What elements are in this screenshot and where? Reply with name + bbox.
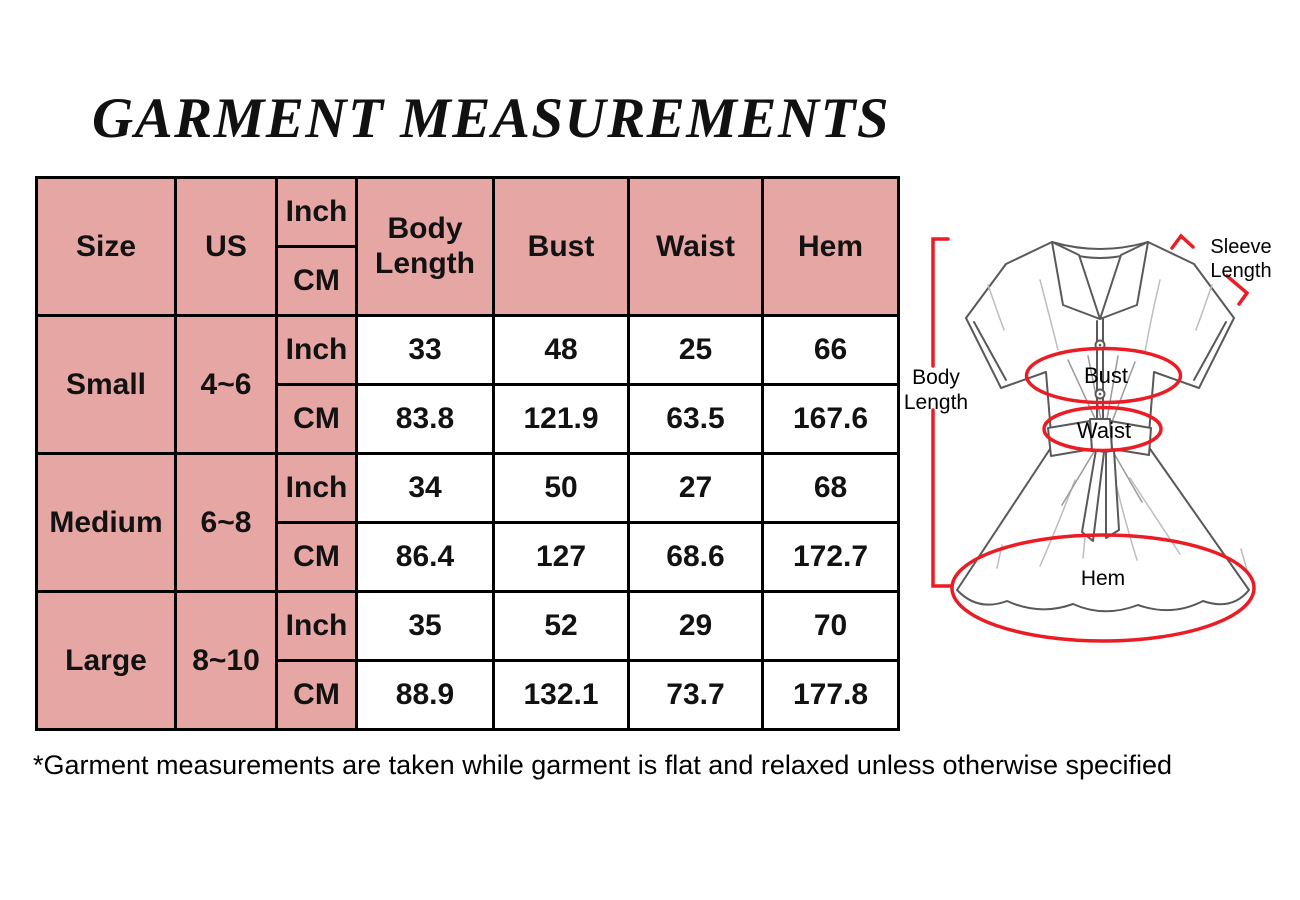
measurement-value: 35	[357, 592, 494, 661]
unit-label: CM	[277, 523, 357, 592]
measurement-value: 167.6	[763, 385, 899, 454]
size-label-small: Small	[37, 316, 176, 454]
unit-label: Inch	[277, 592, 357, 661]
sleeve-length-label: Sleeve Length	[1210, 236, 1272, 282]
measurement-value: 73.7	[629, 661, 763, 730]
page-title: GARMENT MEASUREMENTS	[92, 87, 891, 150]
unit-label: CM	[277, 385, 357, 454]
measurement-value: 63.5	[629, 385, 763, 454]
unit-label: Inch	[277, 316, 357, 385]
measurement-value: 88.9	[357, 661, 494, 730]
measurement-value: 132.1	[494, 661, 629, 730]
header-us: US	[176, 178, 277, 316]
measurement-value: 86.4	[357, 523, 494, 592]
header-waist: Waist	[629, 178, 763, 316]
measurement-value: 70	[763, 592, 899, 661]
header-body-length-text: Body Length	[375, 212, 475, 280]
footnote: *Garment measurements are taken while garment is flat and relaxed unless otherwise specified	[33, 750, 1173, 780]
us-label-small: 4~6	[176, 316, 277, 454]
measurement-value: 52	[494, 592, 629, 661]
size-label-medium: Medium	[37, 454, 176, 592]
measurement-value: 66	[763, 316, 899, 385]
unit-label: Inch	[277, 454, 357, 523]
header-bust: Bust	[494, 178, 629, 316]
measurement-value: 121.9	[494, 385, 629, 454]
size-chart-table	[35, 176, 900, 731]
size-label-large: Large	[37, 592, 176, 730]
measurement-value: 127	[494, 523, 629, 592]
header-hem: Hem	[763, 178, 899, 316]
measurement-value: 68.6	[629, 523, 763, 592]
waist-label: Waist	[1076, 418, 1132, 443]
measurement-value: 25	[629, 316, 763, 385]
measurement-value: 48	[494, 316, 629, 385]
us-label-medium: 6~8	[176, 454, 277, 592]
header-size: Size	[37, 178, 176, 316]
header-unit-cm: CM	[277, 247, 357, 316]
measurement-value: 33	[357, 316, 494, 385]
measurement-value: 68	[763, 454, 899, 523]
measurement-value: 29	[629, 592, 763, 661]
measurement-value: 172.7	[763, 523, 899, 592]
measurement-value: 50	[494, 454, 629, 523]
body-length-label: Body Length	[903, 366, 969, 414]
dress-measurement-diagram	[895, 200, 1300, 680]
unit-label: CM	[277, 661, 357, 730]
measurement-value: 27	[629, 454, 763, 523]
measurement-value: 83.8	[357, 385, 494, 454]
header-unit-inch: Inch	[277, 178, 357, 247]
hem-label: Hem	[1080, 567, 1126, 590]
measurement-value: 177.8	[763, 661, 899, 730]
bust-label: Bust	[1083, 363, 1129, 388]
header-body-length	[357, 178, 494, 316]
us-label-large: 8~10	[176, 592, 277, 730]
sleeve-length-mark-top	[1172, 236, 1193, 248]
measurement-value: 34	[357, 454, 494, 523]
